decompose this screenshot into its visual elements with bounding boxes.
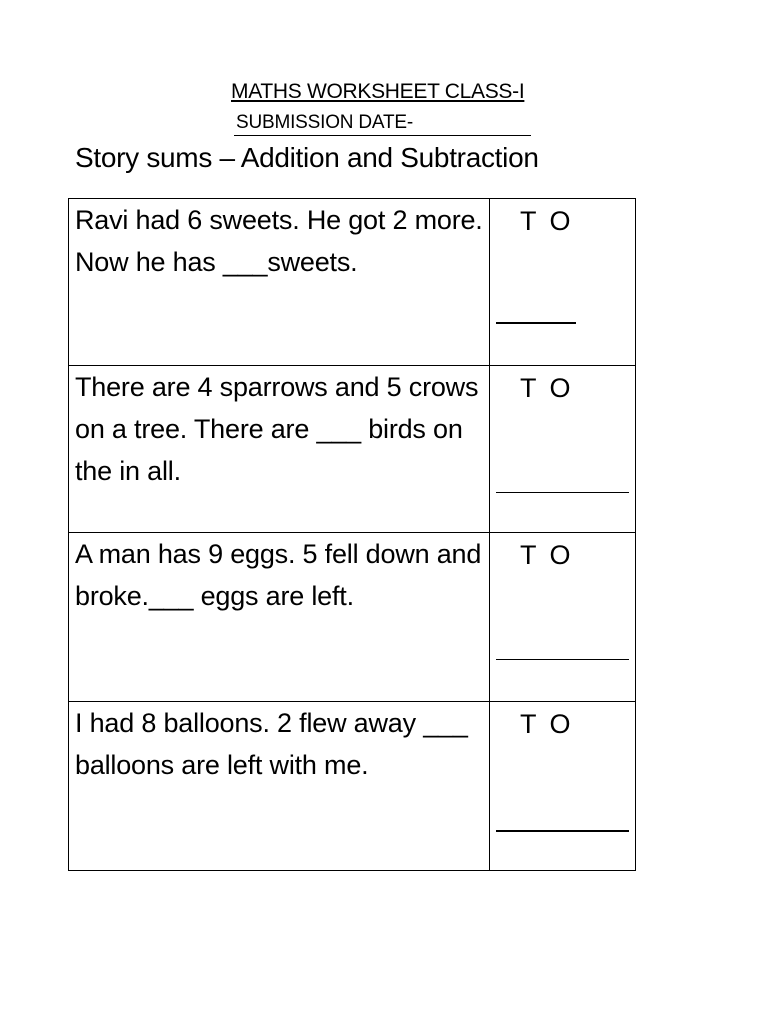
table-row (69, 533, 636, 702)
table-row (69, 702, 636, 871)
tens-ones-label: T O (520, 540, 571, 570)
question-text: Ravi had 6 sweets. He got 2 more. Now he has ___sweets. (75, 205, 483, 277)
tens-ones-label: T O (520, 373, 571, 403)
table-row (69, 199, 636, 366)
submission-date-line (234, 135, 531, 136)
worksheet-subtitle: Story sums – Addition and Subtraction (75, 142, 539, 173)
tens-ones-label: T O (520, 709, 571, 739)
answer-line (496, 659, 629, 660)
question-cell (69, 702, 490, 871)
worksheet-title: MATHS WORKSHEET CLASS-I (231, 80, 525, 103)
question-text: A man has 9 eggs. 5 fell down and broke.___ eggs are left. (75, 539, 482, 611)
answer-cell (490, 366, 636, 533)
table-row (69, 366, 636, 533)
tens-ones-label: T O (520, 206, 571, 236)
answer-line (496, 322, 576, 324)
question-text: There are 4 sparrows and 5 crows on a tree. There are ___ birds on the in all. (75, 372, 479, 486)
answer-line (496, 492, 629, 493)
question-text: I had 8 balloons. 2 flew away ___ balloons are left with me. (75, 708, 468, 780)
answer-cell (490, 533, 636, 702)
question-cell (69, 533, 490, 702)
answer-cell (490, 702, 636, 871)
submission-date-label: SUBMISSION DATE- (236, 112, 413, 133)
answer-cell (490, 199, 636, 366)
answer-line (496, 830, 629, 832)
question-cell (69, 199, 490, 366)
question-cell (69, 366, 490, 533)
story-sums-table (68, 198, 636, 871)
